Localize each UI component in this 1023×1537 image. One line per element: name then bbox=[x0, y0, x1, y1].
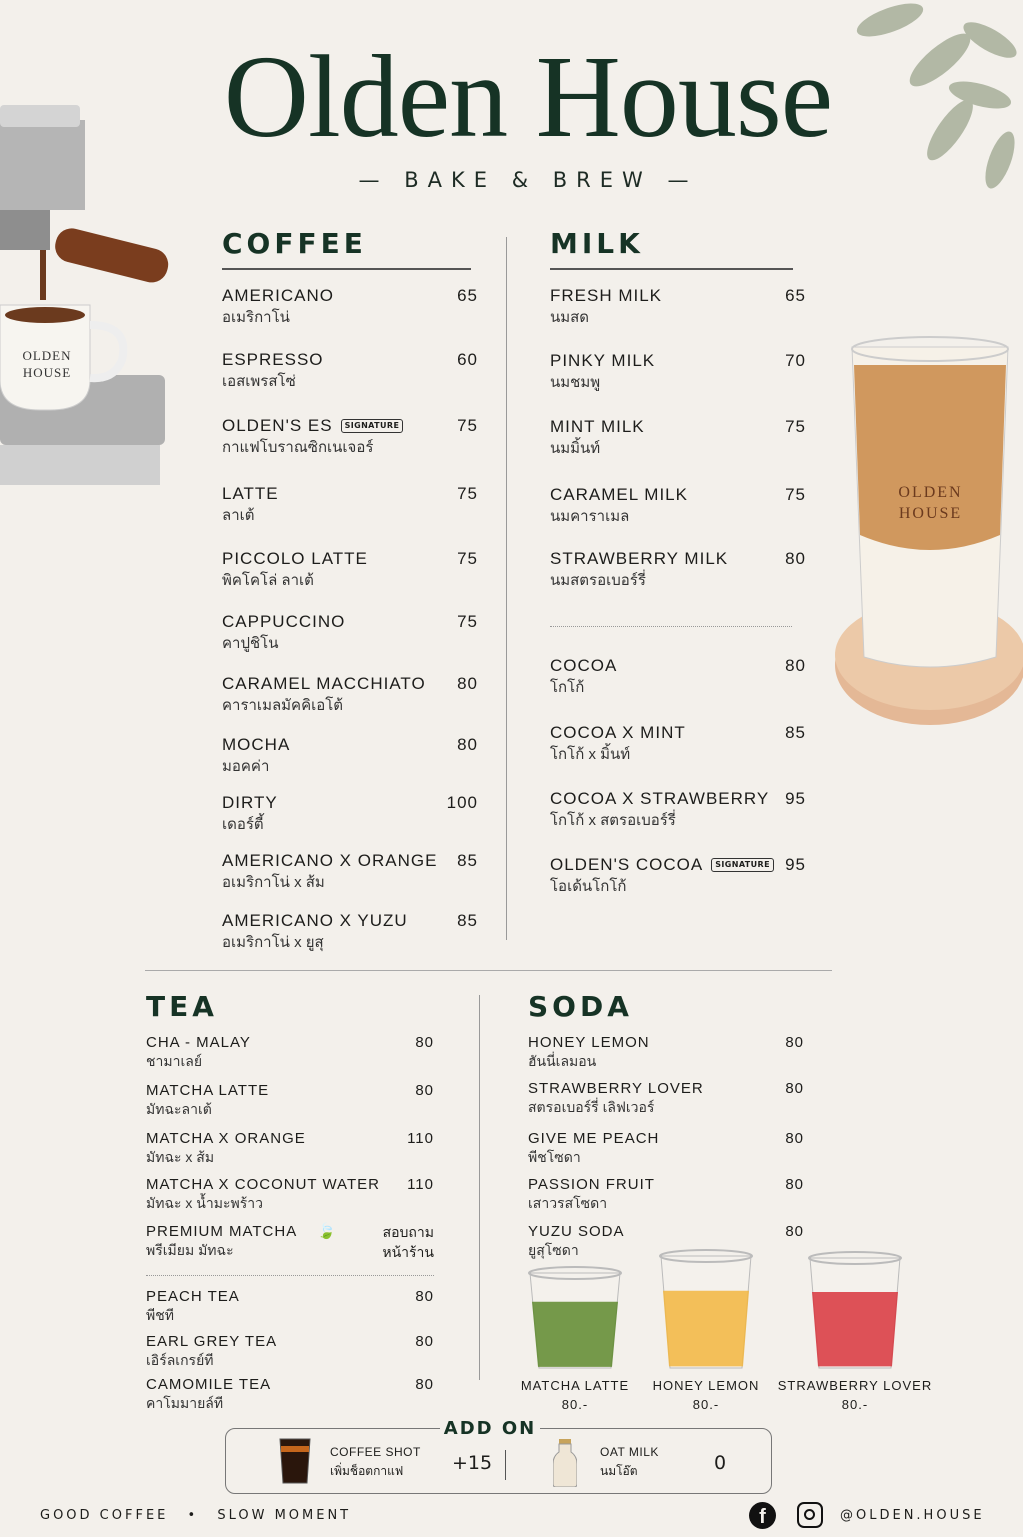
item-price: 80 bbox=[785, 1034, 804, 1051]
featured-label: STRAWBERRY LOVER bbox=[777, 1378, 933, 1393]
item-name-thai: นมสด bbox=[550, 309, 590, 327]
featured-price: 80.- bbox=[841, 1397, 869, 1412]
item-name bbox=[146, 1082, 434, 1100]
item-name-thai: มัทฉะ x น้ำมะพร้าว bbox=[146, 1195, 263, 1211]
item-name bbox=[528, 1034, 804, 1052]
item-price: 75 bbox=[457, 549, 478, 568]
item-name-text: DIRTY bbox=[222, 793, 278, 812]
item-name bbox=[222, 851, 478, 871]
menu-item bbox=[146, 1333, 434, 1370]
item-name-thai: อเมริกาโน่ x ส้ม bbox=[222, 874, 325, 892]
item-name bbox=[550, 286, 806, 306]
addon-price: +15 bbox=[452, 1452, 493, 1474]
item-name-thai: โกโก้ x มิ้นท์ bbox=[550, 746, 631, 764]
item-name bbox=[222, 286, 478, 306]
item-price: 80 bbox=[785, 1080, 804, 1097]
item-name bbox=[146, 1176, 434, 1194]
item-name-thai: นมมิ้นท์ bbox=[550, 440, 601, 458]
addon-divider bbox=[505, 1450, 506, 1480]
menu-item bbox=[146, 1130, 434, 1167]
brand-subtitle: — BAKE & BREW — bbox=[358, 168, 698, 192]
item-name-thai: กาแฟโบราณซิกเนเจอร์ bbox=[222, 439, 374, 457]
menu-item bbox=[146, 1288, 434, 1325]
item-name-text: HONEY LEMON bbox=[528, 1034, 650, 1051]
item-name-text: AMERICANO bbox=[222, 286, 334, 305]
item-price: 60 bbox=[457, 350, 478, 369]
menu-item bbox=[222, 674, 478, 716]
menu-item bbox=[528, 1034, 804, 1071]
item-name-thai: มัทฉะลาเต้ bbox=[146, 1101, 212, 1117]
item-name bbox=[222, 612, 478, 632]
item-name-text: YUZU SODA bbox=[528, 1223, 625, 1240]
item-name bbox=[146, 1376, 434, 1394]
item-price: 80 bbox=[415, 1034, 434, 1051]
menu-item bbox=[146, 1223, 434, 1260]
addon-name: COFFEE SHOT bbox=[330, 1445, 421, 1459]
featured-cup-image bbox=[520, 1265, 630, 1370]
item-name-thai: โกโก้ bbox=[550, 679, 585, 697]
featured-price: 80.- bbox=[692, 1397, 720, 1412]
section-divider bbox=[145, 970, 832, 971]
item-name bbox=[146, 1288, 434, 1306]
item-price: 80 bbox=[415, 1082, 434, 1099]
menu-item bbox=[550, 789, 806, 831]
menu-item bbox=[222, 286, 478, 328]
menu-item bbox=[222, 735, 478, 777]
ask-at-counter bbox=[382, 1223, 434, 1262]
item-name-thai: มอคค่า bbox=[222, 758, 270, 776]
item-name bbox=[550, 789, 806, 809]
addon-title: ADD ON bbox=[440, 1418, 540, 1440]
item-name-text: COCOA bbox=[550, 656, 618, 675]
milk-heading: MILK bbox=[550, 227, 644, 260]
featured-label: MATCHA LATTE bbox=[520, 1378, 630, 1393]
column-divider bbox=[506, 237, 507, 940]
item-name-thai: ลาเต้ bbox=[222, 507, 255, 525]
menu-item bbox=[222, 612, 478, 654]
brand-title: Olden House bbox=[223, 31, 833, 162]
menu-item bbox=[528, 1176, 804, 1213]
signature-badge: SIGNATURE bbox=[341, 419, 404, 433]
column-divider bbox=[479, 995, 480, 1380]
item-price: 80 bbox=[785, 1176, 804, 1193]
item-name-text: CARAMEL MACCHIATO bbox=[222, 674, 426, 693]
item-name-thai: โกโก้ x สตรอเบอร์รี่ bbox=[550, 812, 676, 830]
item-price: 75 bbox=[785, 417, 806, 436]
featured-label: HONEY LEMON bbox=[652, 1378, 760, 1393]
menu-item bbox=[146, 1034, 434, 1071]
item-price: 80 bbox=[785, 549, 806, 568]
item-price: 75 bbox=[457, 484, 478, 503]
item-name-text: COCOA X STRAWBERRY bbox=[550, 789, 770, 808]
item-name-thai: คาราเมลมัคคิเอโต้ bbox=[222, 697, 344, 715]
item-name-thai: เอสเพรสโซ่ bbox=[222, 373, 296, 391]
tea-leaf-icon: 🍃 bbox=[317, 1223, 337, 1240]
item-name bbox=[550, 549, 806, 569]
item-name-thai: อเมริกาโน่ x ยูสุ bbox=[222, 934, 324, 952]
milk-divider bbox=[550, 626, 792, 627]
item-name bbox=[528, 1223, 804, 1241]
glass-logo: OLDEN HOUSE bbox=[898, 484, 963, 522]
item-price: 80 bbox=[457, 674, 478, 693]
item-price: 85 bbox=[785, 723, 806, 742]
menu-item bbox=[222, 851, 478, 893]
item-name-text: OLDEN'S COCOA bbox=[550, 855, 704, 874]
menu-item bbox=[550, 656, 806, 698]
item-name-text: MATCHA LATTE bbox=[146, 1082, 270, 1099]
item-price: 85 bbox=[457, 911, 478, 930]
item-price: 80 bbox=[415, 1376, 434, 1393]
item-price: 80 bbox=[415, 1288, 434, 1305]
item-name-text: MATCHA X ORANGE bbox=[146, 1130, 306, 1147]
addon-coffee-shot bbox=[330, 1445, 421, 1479]
menu-item bbox=[550, 351, 806, 393]
menu-item bbox=[222, 484, 478, 526]
item-price: 95 bbox=[785, 789, 806, 808]
item-name bbox=[222, 911, 478, 931]
addon-name-th: นมโอ๊ต bbox=[600, 1463, 638, 1478]
item-name-text: COCOA X MINT bbox=[550, 723, 686, 742]
item-price: 85 bbox=[457, 851, 478, 870]
item-name bbox=[222, 350, 478, 370]
item-name-text: CHA - MALAY bbox=[146, 1034, 251, 1051]
item-name bbox=[550, 485, 806, 505]
item-name-text: PINKY MILK bbox=[550, 351, 656, 370]
addon-oat-milk bbox=[600, 1445, 659, 1479]
coffee-heading: COFFEE bbox=[222, 227, 367, 260]
item-name bbox=[222, 735, 478, 755]
item-price: 80 bbox=[415, 1333, 434, 1350]
item-name bbox=[222, 416, 478, 436]
menu-item bbox=[550, 417, 806, 459]
item-name bbox=[146, 1130, 434, 1148]
item-price: 80 bbox=[785, 656, 806, 675]
menu-item bbox=[528, 1130, 804, 1167]
menu-item bbox=[146, 1176, 434, 1213]
featured-cup-image bbox=[651, 1248, 761, 1370]
item-name-text: EARL GREY TEA bbox=[146, 1333, 278, 1350]
coffee-underline bbox=[222, 268, 471, 270]
iced-latte-image bbox=[820, 335, 1023, 735]
item-price: 70 bbox=[785, 351, 806, 370]
featured-cup-image bbox=[800, 1250, 910, 1370]
item-price: 110 bbox=[407, 1176, 434, 1193]
item-price: 110 bbox=[407, 1130, 434, 1147]
item-name-thai: คาโมมายล์ที bbox=[146, 1395, 224, 1411]
item-name-thai: เอิร์ลเกรย์ที bbox=[146, 1352, 214, 1368]
item-name bbox=[528, 1130, 804, 1148]
item-price: 80 bbox=[457, 735, 478, 754]
item-price: 65 bbox=[785, 286, 806, 305]
item-name-text: PICCOLO LATTE bbox=[222, 549, 368, 568]
item-name bbox=[222, 484, 478, 504]
item-name-thai: สตรอเบอร์รี่ เลิฟเวอร์ bbox=[528, 1099, 655, 1115]
addon-name-th: เพิ่มช็อตกาแฟ bbox=[330, 1463, 404, 1478]
item-name bbox=[222, 793, 478, 813]
tagline-left: GOOD COFFEE bbox=[40, 1508, 169, 1523]
item-name-thai: เสาวรสโซดา bbox=[528, 1195, 608, 1211]
addon-price: 0 bbox=[714, 1452, 727, 1474]
item-name-text: GIVE ME PEACH bbox=[528, 1130, 660, 1147]
menu-item bbox=[550, 286, 806, 328]
tagline-right: SLOW MOMENT bbox=[217, 1508, 352, 1523]
item-name-thai: พรีเมียม มัทฉะ bbox=[146, 1242, 234, 1258]
item-name-thai: ฮันนี่เลมอน bbox=[528, 1053, 597, 1069]
item-name-text: CAMOMILE TEA bbox=[146, 1376, 272, 1393]
footer-tagline bbox=[40, 1508, 351, 1524]
item-name-text: MINT MILK bbox=[550, 417, 645, 436]
menu-item bbox=[222, 416, 478, 458]
item-name-thai: อเมริกาโน่ bbox=[222, 309, 290, 327]
item-name bbox=[146, 1333, 434, 1351]
signature-badge: SIGNATURE bbox=[711, 858, 774, 872]
item-name-thai: นมคาราเมล bbox=[550, 508, 630, 526]
item-name-thai: ชามาเลย์ bbox=[146, 1053, 203, 1069]
item-name-thai: นมสตรอเบอร์รี่ bbox=[550, 572, 646, 590]
tea-divider bbox=[146, 1275, 434, 1276]
ask-line: หน้าร้าน bbox=[382, 1243, 434, 1260]
featured-price: 80.- bbox=[561, 1397, 589, 1412]
oat-milk-bottle-icon bbox=[553, 1439, 577, 1487]
item-name bbox=[146, 1034, 434, 1052]
item-price: 75 bbox=[457, 612, 478, 631]
item-price: 80 bbox=[785, 1223, 804, 1240]
item-name bbox=[550, 656, 806, 676]
menu-item bbox=[146, 1376, 434, 1413]
item-name-text: PREMIUM MATCHA bbox=[146, 1223, 298, 1240]
soda-heading: SODA bbox=[528, 990, 633, 1023]
item-name bbox=[528, 1176, 804, 1194]
item-name-text: PASSION FRUIT bbox=[528, 1176, 655, 1193]
facebook-icon[interactable]: f bbox=[749, 1502, 776, 1529]
menu-item bbox=[550, 549, 806, 591]
addon-name: OAT MILK bbox=[600, 1445, 659, 1459]
item-name-thai: นมชมพู bbox=[550, 374, 601, 392]
item-name-text: OLDEN'S ES bbox=[222, 416, 333, 435]
item-name-thai: เดอร์ตี้ bbox=[222, 816, 264, 834]
item-name-thai: พีชโซดา bbox=[528, 1149, 581, 1165]
tea-heading: TEA bbox=[146, 990, 218, 1023]
ask-line: สอบถาม bbox=[382, 1224, 434, 1240]
cup-logo: OLDEN HOUSE bbox=[22, 348, 72, 380]
item-price: 95 bbox=[785, 855, 806, 874]
menu-item bbox=[528, 1080, 804, 1117]
item-name-text: LATTE bbox=[222, 484, 279, 503]
item-price: 75 bbox=[457, 416, 478, 435]
item-name bbox=[222, 674, 478, 694]
milk-underline bbox=[550, 268, 793, 270]
menu-item bbox=[222, 793, 478, 835]
item-name-text: PEACH TEA bbox=[146, 1288, 240, 1305]
item-name bbox=[550, 351, 806, 371]
item-name-text: CAPPUCCINO bbox=[222, 612, 346, 631]
item-name-text: AMERICANO X YUZU bbox=[222, 911, 408, 930]
menu-item bbox=[550, 723, 806, 765]
item-price: 75 bbox=[785, 485, 806, 504]
item-name-text: MATCHA X COCONUT WATER bbox=[146, 1176, 380, 1193]
item-name-thai: มัทฉะ x ส้ม bbox=[146, 1149, 215, 1165]
item-name-text: STRAWBERRY LOVER bbox=[528, 1080, 704, 1097]
item-name-thai: ยูสุโซดา bbox=[528, 1242, 579, 1258]
social-handle[interactable]: @OLDEN.HOUSE bbox=[840, 1508, 985, 1523]
item-name-text: CARAMEL MILK bbox=[550, 485, 688, 504]
item-name bbox=[550, 855, 806, 875]
item-name-text: STRAWBERRY MILK bbox=[550, 549, 729, 568]
menu-item bbox=[222, 911, 478, 953]
item-name-thai: พีชที bbox=[146, 1307, 174, 1323]
menu-item bbox=[146, 1082, 434, 1119]
item-name bbox=[550, 723, 806, 743]
instagram-icon[interactable] bbox=[797, 1502, 823, 1528]
menu-item bbox=[550, 855, 806, 897]
item-name bbox=[222, 549, 478, 569]
item-name-text: FRESH MILK bbox=[550, 286, 663, 305]
item-name bbox=[550, 417, 806, 437]
menu-item bbox=[550, 485, 806, 527]
item-name-thai: โอเด้นโกโก้ bbox=[550, 878, 627, 896]
item-price: 80 bbox=[785, 1130, 804, 1147]
coffee-shot-icon bbox=[278, 1437, 312, 1487]
item-price: 65 bbox=[457, 286, 478, 305]
item-name bbox=[528, 1080, 804, 1098]
tagline-separator: • bbox=[187, 1508, 199, 1523]
item-name-text: MOCHA bbox=[222, 735, 291, 754]
item-name-thai: คาปูชิโน bbox=[222, 635, 279, 653]
menu-item bbox=[222, 350, 478, 392]
menu-item bbox=[222, 549, 478, 591]
item-name-text: ESPRESSO bbox=[222, 350, 324, 369]
item-name-text: AMERICANO X ORANGE bbox=[222, 851, 438, 870]
item-price: 100 bbox=[446, 793, 478, 812]
item-name-thai: พิคโคโล่ ลาเต้ bbox=[222, 572, 314, 590]
